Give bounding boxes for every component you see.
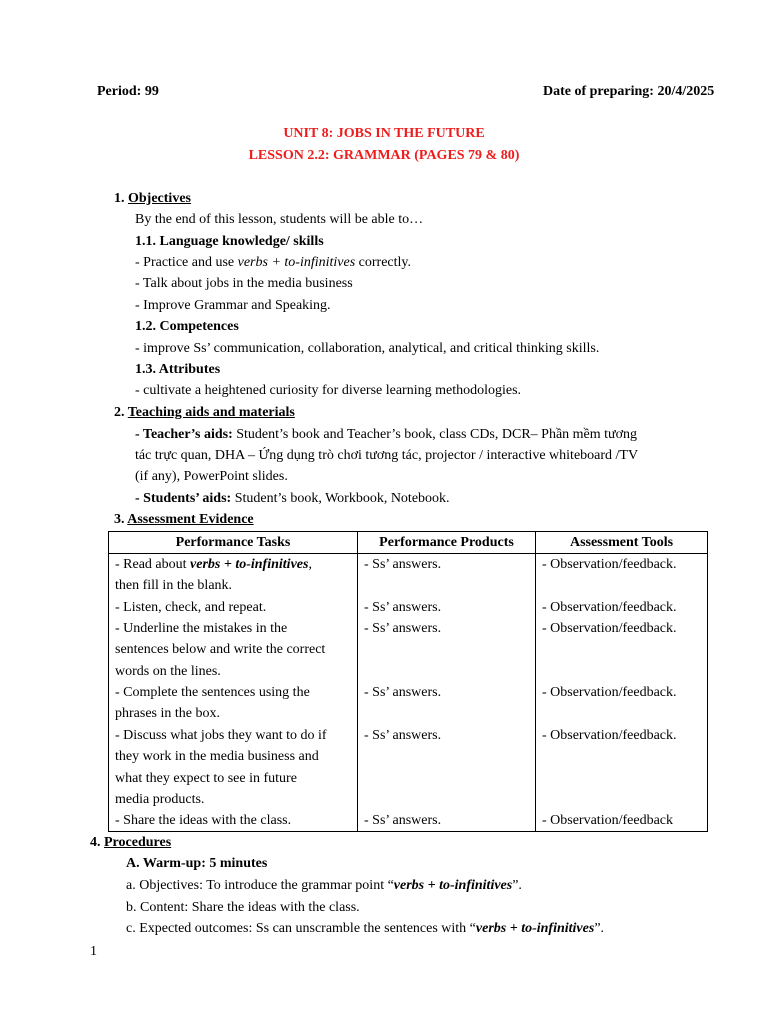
table-header-row	[109, 532, 708, 554]
teacher-aids-line: (if any), PowerPoint slides.	[135, 469, 288, 484]
product-item: - Ss’ answers.	[364, 600, 442, 615]
date-of-preparing: Date of preparing: 20/4/2025	[543, 84, 715, 99]
product-item: - Ss’ answers.	[364, 621, 442, 636]
objective-item: - improve Ss’ communication, collaboration, analytical, and critical thinking skills.	[135, 341, 600, 356]
task-item: - Discuss what jobs they want to do if they work in the media business and what they expect to see in future media products.	[115, 728, 327, 807]
lesson-title: LESSON 2.2: GRAMMAR (PAGES 79 & 80)	[248, 148, 520, 163]
tool-item: - Observation/feedback	[542, 813, 673, 828]
task-item: - Share the ideas with the class.	[115, 813, 292, 828]
assessment-tools-cell	[536, 554, 708, 832]
teacher-aids-line: tác trực quan, DHA – Ứng dụng trò chơi tương tác, projector / interactive whiteboard /TV	[135, 448, 639, 463]
assessment-table	[108, 531, 708, 832]
students-aids: - Students’ aids: Student’s book, Workbook, Notebook.	[135, 491, 450, 506]
section-1-1-heading: 1.1. Language knowledge/ skills	[135, 234, 324, 249]
column-header: Assessment Tools	[536, 532, 708, 554]
table-row	[109, 554, 708, 832]
warmup-outcomes: c. Expected outcomes: Ss can unscramble the sentences with “verbs + to-infinitives”.	[126, 921, 605, 936]
warmup-objectives: a. Objectives: To introduce the grammar point “verbs + to-infinitives”.	[126, 878, 522, 893]
objectives-heading: 1. Objectives	[114, 191, 191, 206]
task-item: - Listen, check, and repeat.	[115, 600, 267, 615]
section-1-3-heading: 1.3. Attributes	[135, 362, 221, 377]
performance-tasks-cell	[109, 554, 358, 832]
performance-products-cell	[358, 554, 536, 832]
column-header: Performance Tasks	[109, 532, 358, 554]
product-item: - Ss’ answers.	[364, 685, 442, 700]
tool-item: - Observation/feedback.	[542, 557, 677, 572]
teaching-aids-heading: 2. Teaching aids and materials	[114, 405, 295, 420]
objectives-intro: By the end of this lesson, students will be able to…	[135, 212, 424, 227]
page-number: 1	[90, 944, 97, 959]
procedures-heading: 4. Procedures	[90, 835, 172, 850]
objective-item: - Talk about jobs in the media business	[135, 276, 353, 291]
period-label: Period: 99	[97, 84, 159, 99]
tool-item: - Observation/feedback.	[542, 685, 677, 700]
objective-item: - cultivate a heightened curiosity for diverse learning methodologies.	[135, 383, 522, 398]
tool-item: - Observation/feedback.	[542, 621, 677, 636]
product-item: - Ss’ answers.	[364, 813, 442, 828]
task-item: - Complete the sentences using the phrases in the box.	[115, 685, 310, 722]
tool-item: - Observation/feedback.	[542, 600, 677, 615]
unit-title: UNIT 8: JOBS IN THE FUTURE	[283, 126, 485, 141]
tool-item: - Observation/feedback.	[542, 728, 677, 743]
column-header: Performance Products	[358, 532, 536, 554]
section-1-2-heading: 1.2. Competences	[135, 319, 239, 334]
warmup-heading: A. Warm-up: 5 minutes	[126, 856, 268, 871]
assessment-heading: 3. Assessment Evidence	[114, 512, 254, 527]
warmup-content: b. Content: Share the ideas with the class.	[126, 900, 360, 915]
teacher-aids: - Teacher’s aids: Student’s book and Teacher’s book, class CDs, DCR– Phần mềm tương	[135, 427, 638, 442]
objective-item: - Practice and use verbs + to-infinitives correctly.	[135, 255, 412, 270]
task-item: - Read about verbs + to-infinitives, then fill in the blank.	[115, 557, 312, 594]
product-item: - Ss’ answers.	[364, 728, 442, 743]
task-item: - Underline the mistakes in the sentences below and write the correct words on the lines.	[115, 621, 326, 679]
product-item: - Ss’ answers.	[364, 557, 442, 572]
objective-item: - Improve Grammar and Speaking.	[135, 298, 331, 313]
